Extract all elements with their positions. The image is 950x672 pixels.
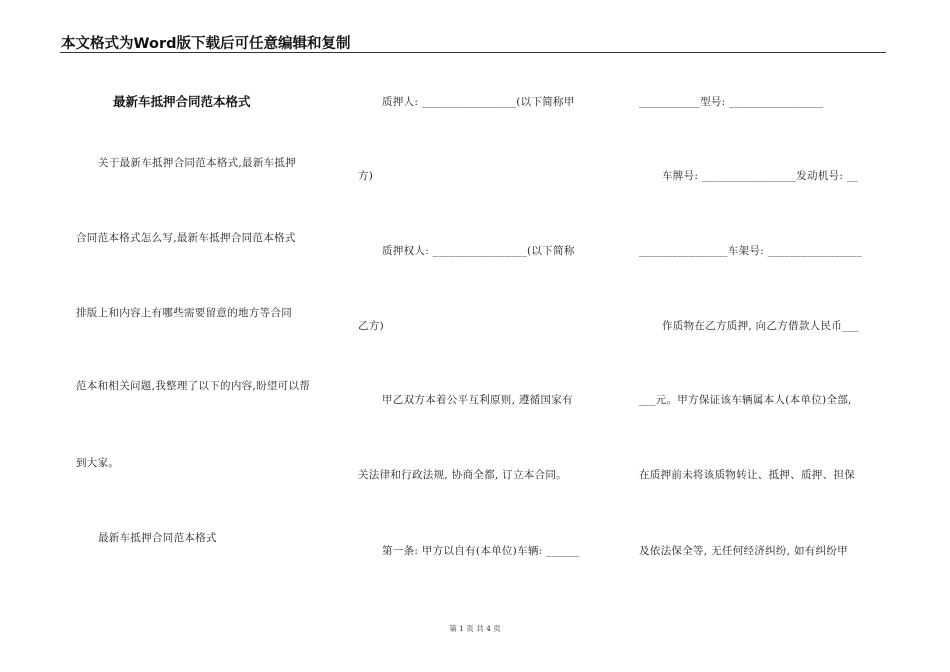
col3-line-6: 在质押前未将该质物转让、抵押、质押、担保 <box>639 469 855 481</box>
col2-line-5: 甲乙双方本着公平互利原则, 遵循国家有 <box>382 394 573 406</box>
col2-line-4: 乙方) <box>358 320 384 332</box>
col3-line-1: ___________型号: _________________ <box>639 96 824 108</box>
col3-line-4: 作质物在乙方质押, 向乙方借款人民币___ <box>662 320 859 332</box>
col2-line-3: 质押权人: _________________(以下简称 <box>382 245 575 257</box>
page-number-footer: 第 1 页 共 4 页 <box>449 624 501 633</box>
col3-line-2: 车牌号: _________________发动机号: __ <box>662 170 858 182</box>
header-divider <box>60 52 886 53</box>
col2-line-6: 关法律和行政法规, 协商全都, 订立本合同。 <box>358 469 567 481</box>
col2-line-7: 第一条: 甲方以自有(本单位)车辆: ______ <box>382 545 580 557</box>
col3-line-5: ___元。甲方保证该车辆属本人(本单位)全部, <box>639 394 852 406</box>
col1-line-1: 关于最新车抵押合同范本格式,最新车抵押 <box>98 157 297 169</box>
col2-line-2: 方) <box>358 170 374 182</box>
col1-section-heading: 最新车抵押合同范本格式 <box>98 532 217 544</box>
col1-line-4: 范本和相关问题,我整理了以下的内容,盼望可以帮 <box>76 380 311 392</box>
col3-line-3: ________________车架号: _________________ <box>639 245 863 257</box>
header-title: 本文格式为Word版下载后可任意编辑和复制 <box>61 36 351 52</box>
document-title: 最新车抵押合同范本格式 <box>113 94 251 109</box>
col3-line-7: 及依法保全等, 无任何经济纠纷, 如有纠纷甲 <box>639 545 848 557</box>
col2-line-1: 质押人: _________________(以下简称甲 <box>382 96 575 108</box>
col1-line-2: 合同范本格式怎么写,最新车抵押合同范本格式 <box>76 232 296 244</box>
col1-line-3: 排版上和内容上有哪些需要留意的地方等合同 <box>76 307 292 319</box>
col1-line-5: 到大家。 <box>76 457 120 469</box>
